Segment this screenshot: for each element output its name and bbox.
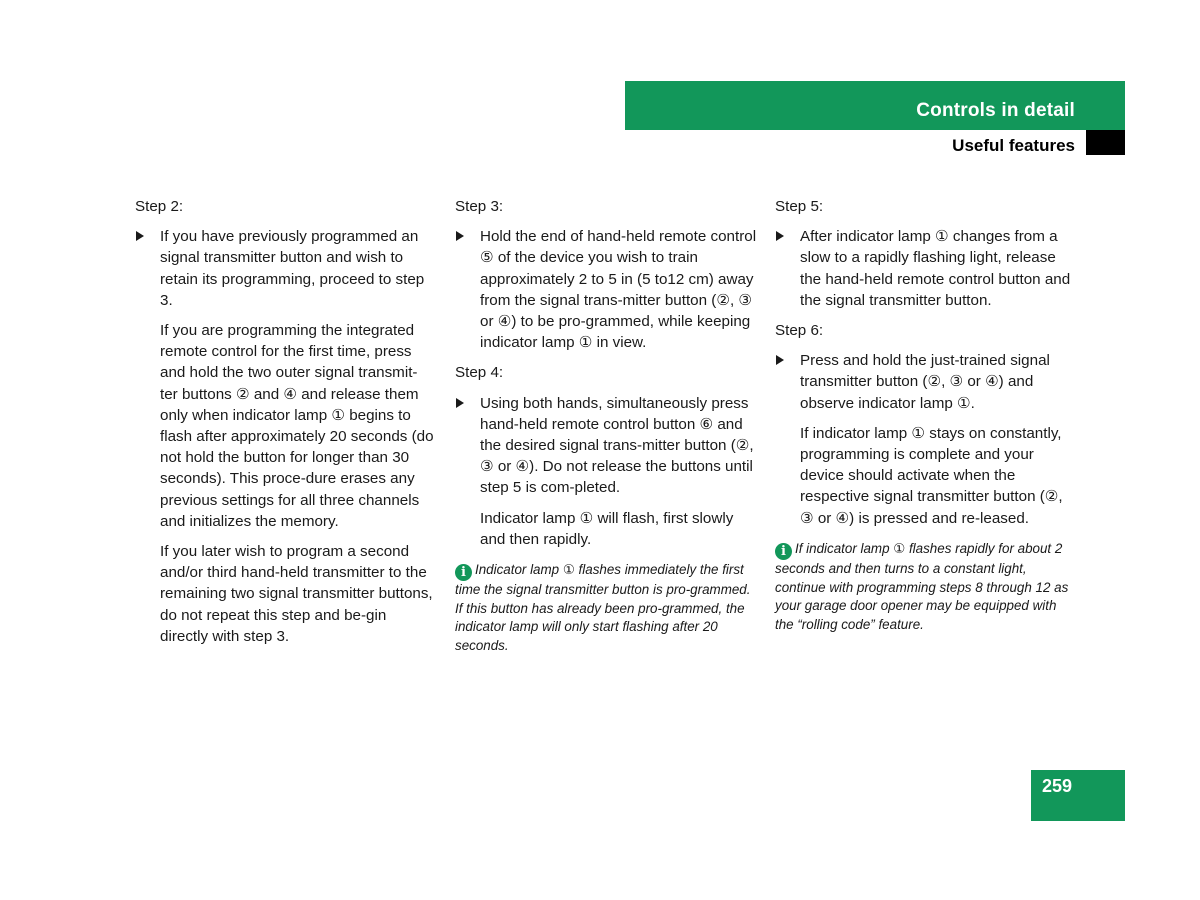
bullet-item: [775, 226, 1077, 311]
page-number: 259: [1041, 776, 1073, 796]
step-heading: Step 5:: [775, 198, 824, 215]
info-note-text: If indicator lamp ① flashes rapidly for about 2 seconds and then turns to a constant light, continue with programming steps 8 through 12 as your garage door opener may be equipped with the “rolling code” feature.: [775, 540, 1069, 632]
paragraph: Indicator lamp ① will flash, first slowly and then rapidly.: [480, 509, 734, 548]
column-1: [135, 196, 435, 656]
bullet-text: Press and hold the just-trained signal transmitter button (②, ③ or ④) and observe indicator lamp ①.: [800, 352, 1050, 412]
paragraph: If you are programming the integrated remote control for the first time, press and hold the two outer signal transmit-ter buttons ② and ④ and release them only when indicator lamp ① begins to flash after approximately 20 seconds (do not hold the button for longer than 30 seconds). This proce-dure erases any previous settings for all three channels and initializes the memory.: [160, 322, 434, 530]
info-icon: i: [775, 543, 792, 560]
bullet-triangle-icon: [456, 398, 464, 408]
info-note-text: Indicator lamp ① flashes immediately the first time the signal transmitter button is pro-grammed. If this button has already been pro-grammed, the indicator lamp will only start flashing after 20 seconds.: [455, 562, 751, 654]
bullet-triangle-icon: [456, 231, 464, 241]
step-heading: Step 4:: [455, 364, 504, 382]
bullet-item: [135, 226, 435, 311]
bullet-triangle-icon: [776, 355, 784, 365]
info-note: [455, 561, 757, 656]
step-heading: Step 6:: [775, 322, 824, 340]
bullet-text: If you have previously programmed an signal transmitter button and wish to retain its programming, proceed to step 3.: [160, 228, 425, 309]
column-2: [455, 196, 757, 656]
subsection-title: Useful features: [952, 136, 1075, 155]
bullet-triangle-icon: [776, 231, 784, 241]
step-heading: Step 2:: [135, 198, 184, 215]
bullet-text: Hold the end of hand-held remote control ⑤ of the device you wish to train approximately 2 to 5 in (5 to12 cm) away from the signal trans-mitter button (②, ③ or ④) to be pro-grammed, while keeping indicator lamp ① in view.: [480, 228, 757, 352]
paragraph: If indicator lamp ① stays on constantly, programming is complete and your device should activate when the respective signal transmitter button (②, ③ or ④) is pressed and re-leased.: [800, 424, 1063, 527]
column-3: [775, 196, 1077, 635]
bullet-item: [775, 350, 1077, 414]
info-icon: i: [455, 564, 472, 581]
chapter-tab: [1086, 130, 1125, 155]
info-note: [775, 540, 1077, 635]
bullet-text: After indicator lamp ① changes from a slow to a rapidly flashing light, release the hand-held remote control button and the signal transmitter button.: [800, 228, 1071, 309]
bullet-item: [455, 393, 757, 499]
bullet-text: Using both hands, simultaneously press hand-held remote control button ⑥ and the desired signal trans-mitter button (②, ③ or ④). Do not release the buttons until step 5 is com-pleted.: [480, 394, 754, 497]
paragraph: If you later wish to program a second and/or third hand-held transmitter to the remaining two signal transmitter buttons, do not repeat this step and be-gin directly with step 3.: [160, 543, 433, 645]
section-title: Controls in detail: [916, 100, 1075, 121]
bullet-triangle-icon: [136, 231, 144, 241]
step-heading: Step 3:: [455, 198, 504, 215]
bullet-item: [455, 226, 757, 353]
